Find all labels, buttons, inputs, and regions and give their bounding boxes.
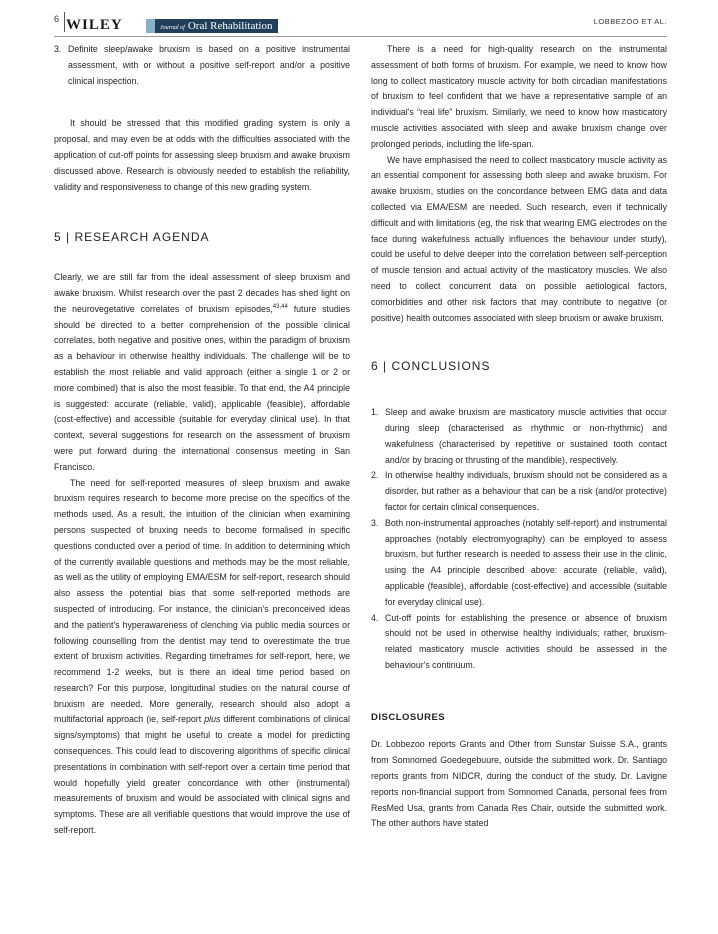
list-item-text: In otherwise healthy individuals, bruxism should not be considered as a disorder, but rather as a behaviour that can be a risk (and/or protective) factor for certain clinical consequences. — [385, 470, 667, 512]
paragraph — [54, 476, 350, 839]
paragraph-text: future studies should be directed to a better comprehension of the possible clinical correlates, both negative and positive ones, within the paradigm of bruxism as a behaviour in otherwise healthy individuals. The challenge will be to establish the most reliable and valid approach (either a single 1 or 2 or more combined) that is also the most feasible. To that end, the A4 principle is suggested: accurate (reliable, valid), applicable (feasible), affordable (cost-effective) and accessible (suitable for everyday clinical use). In that context, several suggestions for research on the assessment of bruxism were put forward during the international consensus meeting in San Francisco. — [54, 303, 350, 472]
list-item — [371, 516, 667, 611]
paragraph-text: Clearly, we are still far from the ideal assessment of sleep bruxism and awake bruxism. Whilst research over the past 2 decades has shed light on the neurovegetative correlates of bruxism episodes, — [54, 272, 350, 314]
list-item-number: 3. — [54, 44, 62, 54]
paragraph: There is a need for high-quality research on the instrumental assessment of both forms of bruxism. For example, we need to know how long to collect masticatory muscle activity for both circadian manifestations of bruxism to feel confident that we have a representative sample of an individual's “real life” bruxism. Similarly, we need to know how masticatory muscle activities associated with sleep and awake bruxism change over prolonged periods, including the life-span. — [371, 44, 667, 149]
list-item-text: Both non-instrumental approaches (notably self-report) and instrumental approaches (notably electromyography) can be employed to assess bruxism, but further research is needed to assess their use in the clinic, using the A4 principle described above: accurate (reliable, valid), applicable (feasible), affordable (cost-effective) and accessible (suitable for everyday clinical use). — [385, 517, 667, 607]
left-column — [54, 42, 350, 839]
page-number: 6 — [54, 14, 60, 24]
list-item — [54, 42, 350, 89]
list-item-number: 2. — [371, 470, 379, 481]
list-item — [371, 405, 667, 468]
header-rule — [54, 36, 667, 37]
paragraph-text: different combinations of clinical signs/symptoms) that might be useful to create a model for predicting consequences. This could lead to discovering algorithms of specific clinical presentations in combination with self-report over a certain time period that would hopefully yield greater concordance with other (instrumental) measurements of bruxism and would be associated with clinical signs and symptoms. These are all verifiable questions that would improve the use of self-report. — [54, 714, 350, 836]
conclusions-list — [371, 405, 667, 674]
running-head: LOBBEZOO ET AL. — [593, 17, 667, 26]
paragraph: We have emphasised the need to collect masticatory muscle activity as an essential component for assessing both sleep and awake bruxism. For awake bruxism, studies on the concordance between EMG data and data collected via EMA/ESM are needed. Such research, even if technically difficult and with limitations (eg, the risk that wearing EMG electrodes on the face during wakefulness actually influences the behaviour under study), could be useful to delve deeper into the correlation between self-perception of muscle tension and actual activity of the masticatory muscles. We also need to collect concurrent data on possible aetiological factors, comorbidities and other risk factors that may contribute to negative (or positive) health outcomes associated with sleep bruxism or awake bruxism. — [371, 154, 667, 323]
grading-list — [54, 42, 350, 89]
paragraph — [54, 270, 350, 475]
list-item-text: Sleep and awake bruxism are masticatory muscle activities that occur during sleep (characterised as rhythmic or non-rhythmic) and wakefulness (characterised by repetitive or sustained tooth contact and/or by bracing or thrusting of the mandible), respectively. — [385, 407, 667, 465]
emphasis: plus — [204, 714, 221, 725]
journal-prefix: Journal of — [160, 25, 185, 31]
journal-name: Oral Rehabilitation — [187, 20, 273, 32]
page-header — [54, 10, 667, 36]
section-heading: 5 | RESEARCH AGENDA — [54, 230, 210, 245]
disclosures-text: Dr. Lobbezoo reports Grants and Other from Sunstar Suisse S.A., grants from Somnomed Goedegebuure, outside the submitted work. Dr. Santiago reports grants from NIDCR, during the conduct of the study. Dr. Lavigne reports non-financial support from Somnomed Canada, personal fees from ResMed Usa, grants from Canada Res Chair, outside the submitted work. The other authors have stated — [371, 739, 667, 829]
header-divider — [64, 12, 65, 32]
list-item-number: 1. — [371, 407, 379, 418]
list-item — [371, 468, 667, 515]
publisher-logo: WILEY — [66, 17, 123, 33]
list-item — [371, 611, 667, 674]
paragraph-text: The need for self-reported measures of sleep bruxism and awake bruxism requires research to become more precise on the specifics of the methods used. As a result, the intuition of the clinician when examining persons suspected of bruxing needs to become formalised in specific questions conducted over a period of time. In addition to determining which of the currently available questions and methods may be the most reliable, as well as the utility of employing EMA/ESM for self-report, research should also assess the potential bias that some self-reported methods are suspected of introducing. For instance, the clinician's preconceived ideas and the patient's hyperawareness of clenching via public media sources or following counselling from the dentist may tend to overestimate the true extent of bruxism activities. Regarding timeframes for self-report, here, we recommend 1-2 weeks, but is there an ideal time period based on research? For this purpose, longitudinal studies on the natural course of bruxism are needed. More generally, research should also adopt a multifactorial approach (ie, self-report — [54, 477, 350, 725]
list-item-number: 3. — [371, 517, 379, 528]
journal-banner — [146, 19, 278, 33]
disclosures-heading: DISCLOSURES — [371, 711, 446, 723]
section-heading: 6 | CONCLUSIONS — [371, 359, 491, 374]
list-item-text: Definite sleep/awake bruxism is based on a positive instrumental assessment, with or without a positive self-report and/or a positive clinical inspection. — [68, 44, 350, 86]
paragraph: It should be stressed that this modified grading system is only a proposal, and may even be at odds with the difficulties associated with the application of cut-off points for assessing sleep bruxism and awake bruxism discussed above. Research is obviously needed to establish the reliability, validity and responsiveness to change of this new grading system. — [54, 118, 350, 192]
citation: 43,44 — [272, 303, 288, 310]
right-column — [371, 42, 667, 832]
list-item-number: 4. — [371, 612, 379, 623]
journal-mark-icon — [146, 19, 155, 33]
list-item-text: Cut-off points for establishing the presence or absence of bruxism should not be used in otherwise healthy individuals; rather, bruxism-related masticatory muscle activities should be assessed in the behaviour's continuum. — [385, 612, 667, 670]
